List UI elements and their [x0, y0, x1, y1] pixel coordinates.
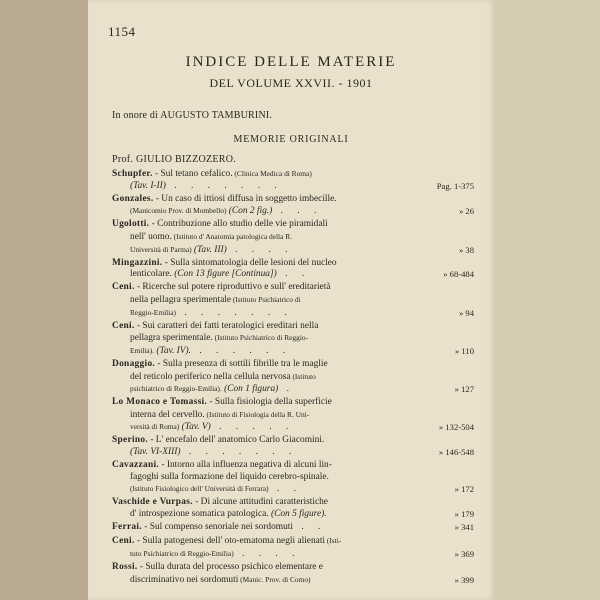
entry-author: Ferrai. — [112, 522, 142, 533]
leader-dots: . . — [268, 484, 303, 495]
entry-line — [112, 307, 474, 320]
section-heading: MEMORIE ORIGINALI — [233, 134, 349, 145]
entry-institution: (Clinica Medica di Roma) — [232, 169, 312, 178]
entry-author: Cavazzani. — [112, 460, 160, 471]
entry-page-ref: Pag. 1-375 — [436, 180, 474, 191]
index-entry — [112, 359, 474, 396]
index-entry — [112, 282, 474, 319]
index-entry — [112, 321, 474, 358]
entry-text: - Sulla presenza di sottili fibrille tra le maglie — [155, 358, 328, 369]
entry-page-ref: » 132-504 — [438, 422, 474, 433]
index-entry — [112, 535, 474, 560]
entry-line — [112, 497, 474, 509]
entry-line — [112, 522, 474, 534]
entry-institution: psichiatrico di Reggio-Emilia). — [130, 384, 222, 394]
entry-author: Ugolotti. — [112, 219, 150, 230]
entry-line — [112, 244, 474, 257]
entry-text: - Un caso di ittiosi diffusa in soggetto imbecille. — [153, 193, 337, 204]
dedication-line: In onore di AUGUSTO TAMBURINI. — [112, 110, 273, 121]
entry-page-ref: » 110 — [454, 345, 474, 356]
index-entry — [112, 497, 474, 520]
background-surface — [494, 0, 600, 600]
entry-plates: (Con 13 figure [Continua]) — [171, 269, 277, 280]
entry-line — [112, 269, 474, 281]
volume-subtitle: DEL VOLUME XXVII. - 1901 — [209, 76, 373, 90]
entry-page-ref: » 399 — [454, 574, 474, 585]
entry-line — [112, 460, 474, 472]
entry-text: - Intorno alla influenza negativa di alcuni lin- — [159, 460, 332, 471]
page-number: 1154 — [108, 24, 136, 39]
entry-author: Ceni. — [112, 536, 135, 547]
entry-institution: (Istituto Psichiatrico di Reggio- — [212, 333, 309, 343]
index-entries — [112, 168, 474, 588]
entry-text: fagoghi sulla formazione del liquido cerebro-spinale. — [130, 471, 329, 482]
entry-institution: Emilia). — [130, 345, 155, 355]
entry-page-ref: » 179 — [454, 509, 474, 520]
index-entry — [112, 522, 474, 534]
entry-page-ref: » 68-484 — [443, 269, 474, 280]
entry-line — [112, 535, 474, 548]
entry-author: Rossi. — [112, 561, 138, 572]
entry-line — [112, 332, 474, 345]
index-entry — [112, 562, 474, 586]
entry-line — [112, 447, 474, 459]
index-title: INDICE DELLE MATERIE — [185, 54, 397, 70]
entry-plates: (Tav. IV). — [154, 345, 191, 356]
entry-text: - L' encefalo dell' anatomico Carlo Giacomini. — [148, 435, 325, 446]
entry-institution: (Istituto d' Anatomia patologica della R. — [171, 231, 292, 241]
entry-text: - Sul compenso senoriale nei sordomuti — [141, 522, 293, 533]
leader-dots: . . . . . . . — [175, 307, 293, 318]
entry-institution: versità di Roma) — [130, 422, 180, 432]
entry-line — [112, 194, 474, 206]
entry-institution: Reggio-Emilia) — [130, 307, 176, 317]
entry-text: pellagra sperimentale. — [130, 333, 213, 344]
entry-plates: (Con 5 figure). — [268, 509, 327, 520]
entry-plates: (Con 2 fig.) — [226, 206, 273, 217]
leader-dots: . . . . . . . — [180, 447, 298, 458]
entry-author: Sperino. — [112, 435, 148, 446]
entry-institution: (Manic. Prov. di Como) — [238, 574, 311, 584]
entry-institution: (Istituto Psichiatrico di — [231, 294, 301, 304]
entry-text: interna del cervello. — [130, 409, 205, 420]
entry-page-ref: » 38 — [458, 244, 474, 255]
entry-line — [112, 258, 474, 270]
entry-institution: (Istituto Fisiologico dell' Università di Ferrara) — [130, 484, 269, 494]
entry-plates: (Tav. VI-XIII) — [130, 447, 181, 458]
entry-institution: (Isti- — [325, 536, 342, 546]
entry-line — [112, 205, 474, 218]
entry-institution: (Manicomio Prov. di Mombello) — [130, 206, 227, 216]
leader-dots: . . — [276, 269, 311, 280]
entry-text: del reticolo periferico nella cellula nervosa — [130, 371, 291, 382]
entry-page-ref: » 341 — [454, 522, 474, 533]
entry-text: - Sulla fisiologia della superficie — [207, 397, 332, 408]
leader-dots: . . . . — [233, 548, 301, 559]
entry-text: - Sul tetano cefalico. — [152, 169, 233, 179]
entry-line — [112, 294, 474, 307]
entry-page-ref: » 26 — [458, 206, 474, 217]
professor-line: Prof. GIULIO BIZZOZERO. — [112, 154, 237, 165]
entry-text: - Ricerche sul potere riproduttivo e sull' ereditarietà — [134, 282, 331, 293]
entry-institution: (Istituto di Fisiologia della R. Uni- — [204, 409, 310, 419]
leader-dots: . — [278, 384, 295, 395]
entry-plates: (Tav. III) — [191, 244, 227, 255]
entry-text: - Sui caratteri dei fatti teratologici ereditari nella — [134, 320, 319, 331]
index-entry — [112, 435, 474, 458]
entry-line — [112, 409, 474, 422]
entry-plates: (Tav. V) — [179, 422, 211, 433]
entry-line — [112, 435, 474, 447]
entry-institution: Università di Parma) — [130, 244, 192, 254]
entry-plates: (Con 1 figura) — [221, 384, 279, 395]
entry-page-ref: » 94 — [458, 307, 474, 318]
entry-page-ref: » 369 — [454, 548, 474, 559]
index-entry — [112, 258, 474, 281]
entry-line — [112, 548, 474, 561]
entry-line — [112, 282, 474, 294]
entry-text: discriminativo nei sordomuti — [130, 574, 239, 585]
entry-line — [112, 562, 474, 574]
entry-line — [112, 483, 474, 496]
leader-dots: . . . — [272, 206, 323, 217]
entry-line — [112, 181, 474, 193]
entry-line — [112, 219, 474, 231]
leader-dots: . . . . . — [210, 422, 295, 433]
entry-text: - Contribuzione allo studio delle vie piramidali — [149, 219, 328, 230]
entry-text: nella pellagra sperimentale — [130, 294, 231, 305]
entry-text: - Sulla sintomatologia delle lesioni del nucleo — [162, 257, 337, 268]
index-entry — [112, 194, 474, 218]
entry-author: Vaschide e Vurpas. — [112, 497, 193, 508]
entry-text: lenticolare. — [130, 269, 172, 280]
entry-text: nell' uomo. — [130, 231, 172, 242]
entry-text: - Sulla patogenesi dell' oto-ematoma negli alienati — [134, 536, 326, 547]
entry-author: Donaggio. — [112, 358, 156, 369]
entry-line — [112, 231, 474, 244]
entry-page-ref: » 172 — [454, 484, 474, 495]
entry-page-ref: » 127 — [454, 384, 474, 395]
entry-line — [112, 574, 474, 587]
entry-author: Lo Monaco e Tomassi. — [112, 397, 208, 408]
leader-dots: . . — [292, 522, 327, 533]
entry-author: Ceni. — [112, 320, 135, 331]
entry-author: Gonzales. — [112, 193, 154, 204]
index-entry — [112, 460, 474, 496]
entry-page-ref: » 146-548 — [438, 447, 474, 458]
entry-line — [112, 345, 474, 358]
entry-institution: tuto Psichiatrico di Reggio-Emilia) — [130, 548, 234, 558]
entry-plates: (Tav. I-II) — [130, 180, 166, 191]
entry-line — [112, 509, 474, 521]
index-entry — [112, 219, 474, 256]
entry-line — [112, 371, 474, 384]
leader-dots: . . . . . . — [191, 345, 292, 356]
leader-dots: . . . . — [226, 244, 294, 255]
entry-author: Ceni. — [112, 282, 135, 293]
leader-dots: . . . . . . . — [165, 180, 283, 191]
entry-line — [112, 168, 474, 181]
entry-text: - Di alcune attitudini caratteristiche — [192, 497, 328, 508]
entry-author: Schupfer. — [112, 169, 153, 179]
entry-line — [112, 321, 474, 333]
entry-line — [112, 383, 474, 396]
entry-author: Mingazzini. — [112, 257, 163, 268]
entry-institution: (Istituto — [290, 371, 316, 381]
index-entry — [112, 397, 474, 434]
entry-line — [112, 359, 474, 371]
index-entry — [112, 168, 474, 192]
entry-line — [112, 397, 474, 409]
entry-text: d' introspezione somatica patologica. — [130, 509, 269, 520]
entry-line — [112, 472, 474, 484]
entry-text: - Sulla durata del processo psichico elementare e — [137, 561, 323, 572]
entry-line — [112, 421, 474, 434]
